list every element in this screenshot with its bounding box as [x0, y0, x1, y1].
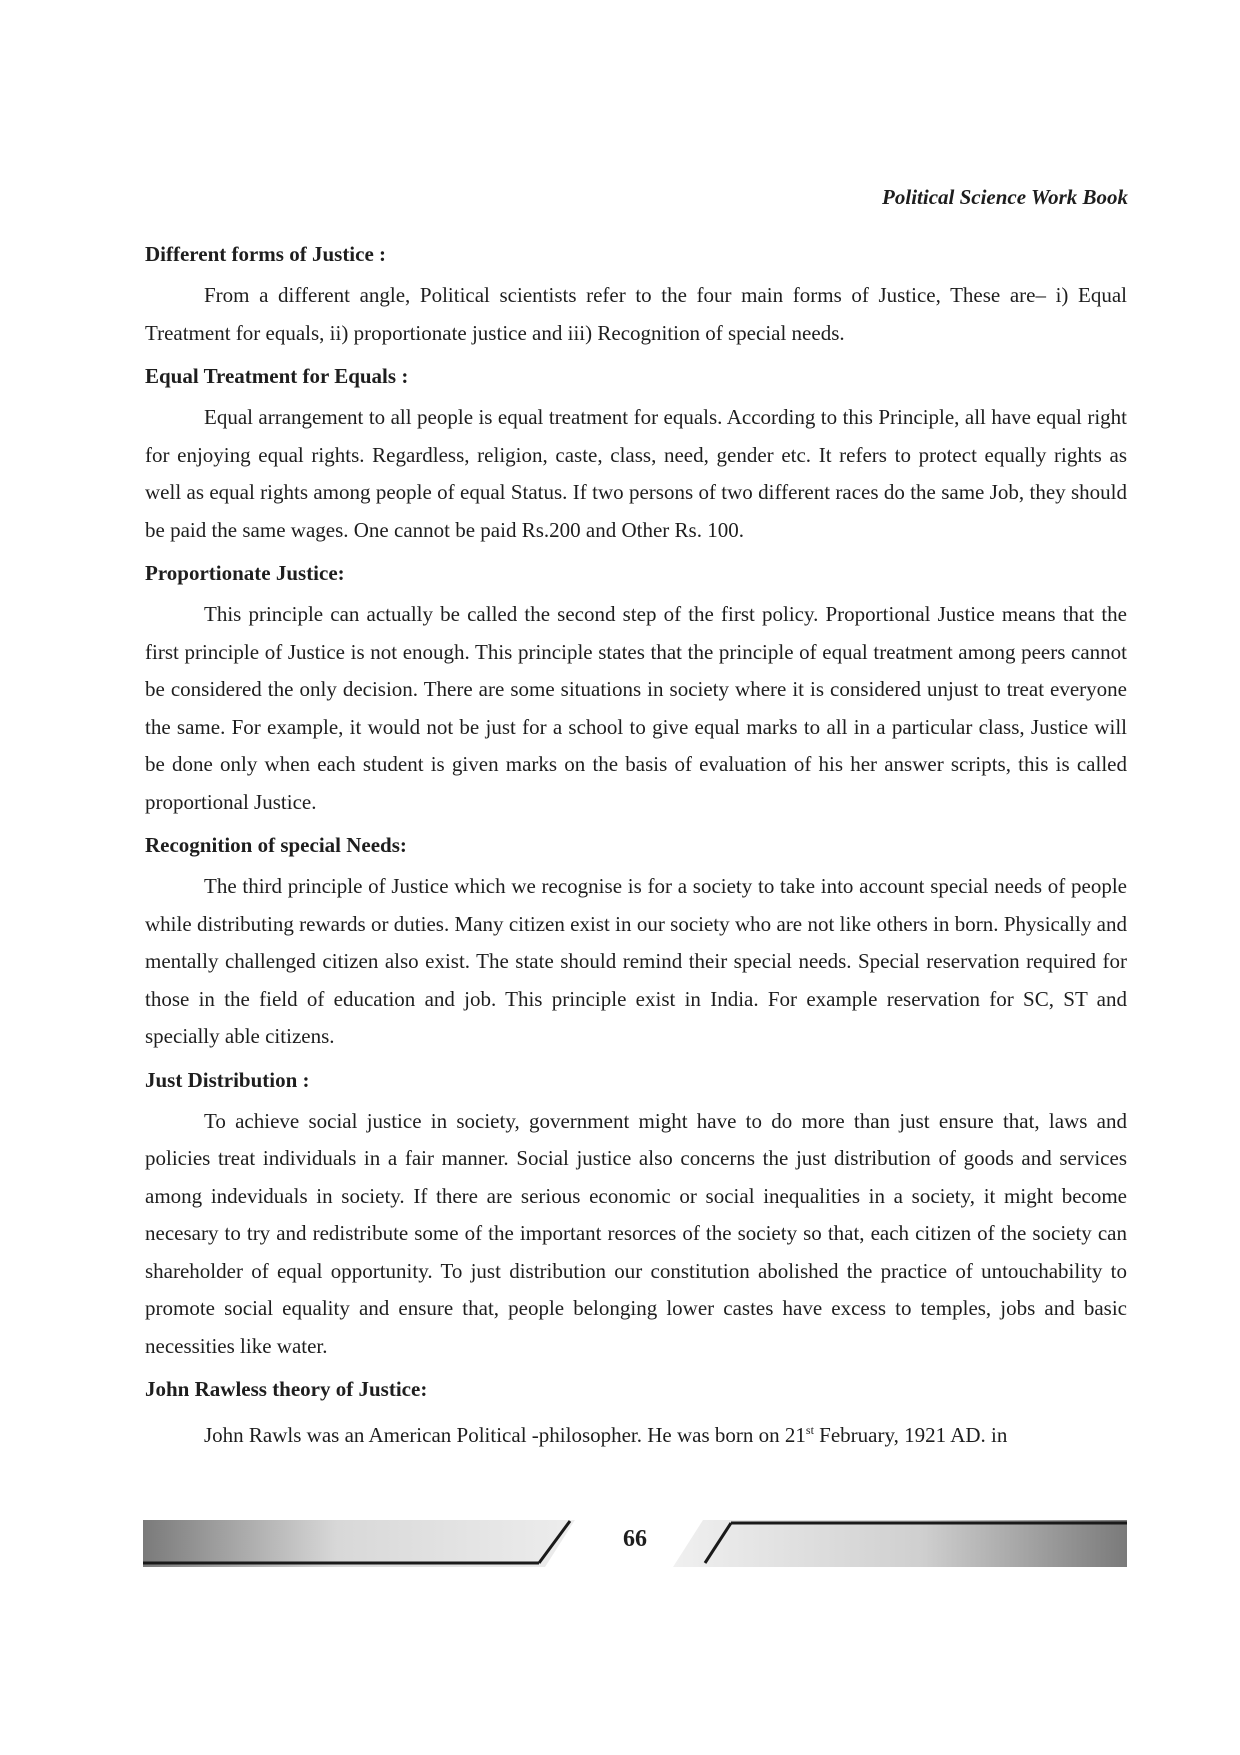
paragraph-text-after-superscript: February, 1921 AD. in — [813, 1423, 1008, 1447]
page-footer — [143, 1518, 1127, 1570]
paragraph-different-forms-of-justice: From a different angle, Political scientists refer to the four main forms of Justice, These are– i) Equal Treatment for equals, ii) proportionate justice and iii) Recognition of special needs. — [145, 283, 1127, 345]
heading-equal-treatment: Equal Treatment for Equals : — [145, 364, 409, 388]
paragraph-text-before-superscript: John Rawls was an American Political -philosopher. He was born on 21 — [204, 1423, 806, 1447]
heading-john-rawls-theory: John Rawless theory of Justice: — [145, 1377, 428, 1401]
superscript-ordinal: st — [805, 1423, 814, 1437]
page-body — [145, 237, 1127, 1462]
paragraph-equal-treatment: Equal arrangement to all people is equal treatment for equals. According to this Principle, all have equal right for enjoying equal rights. Regardless, religion, caste, class, need, gender etc. It refers to protect equally rights as well as equal rights among people of equal Status. If two persons of two different races do the same Job, they should be paid the same wages. One cannot be paid Rs.200 and Other Rs. 100. — [145, 405, 1127, 542]
heading-proportionate-justice: Proportionate Justice: — [145, 561, 345, 585]
paragraph-proportionate-justice: This principle can actually be called the second step of the first policy. Proportional Justice means that the first principle of Justice is not enough. This principle states that the principle of equal treatment among peers cannot be considered the only decision. There are some situations in society where it is considered unjust to treat everyone the same. For example, it would not be just for a school to give equal marks to all in a particular class, Justice will be done only when each student is given marks on the basis of evaluation of his her answer scripts, this is called proportional Justice. — [145, 602, 1127, 814]
heading-just-distribution: Just Distribution : — [145, 1067, 310, 1092]
paragraph-recognition-of-special-needs: The third principle of Justice which we recognise is for a society to take into account special needs of people while distributing rewards or duties. Many citizen exist in our society who are not like others in born. Physically and mentally challenged citizen also exist. The state should remind their special needs. Special reservation required for those in the field of education and job. This principle exist in India. For example reservation for SC, ST and specially able citizens. — [145, 874, 1127, 1048]
paragraph-just-distribution: To achieve social justice in society, government might have to do more than just ensure that, laws and policies treat individuals in a fair manner. Social justice also concerns the just distribution of goods and services among indeviduals in society. If there are serious economic or social inequalities in a society, it might become necesary to try and redistribute some of the important resorces of the society so that, each citizen of the society can shareholder of equal opportunity. To just distribution our constitution abolished the practice of untouchability to promote social equality and ensure that, people belonging lower castes have excess to temples, jobs and basic necessities like water. — [145, 1108, 1127, 1358]
running-header: Political Science Work Book — [882, 185, 1128, 209]
heading-recognition-of-special-needs: Recognition of special Needs: — [145, 833, 407, 857]
paragraph-john-rawls-theory — [145, 1412, 1127, 1455]
page-number: 66 — [623, 1526, 647, 1552]
heading-different-forms-of-justice: Different forms of Justice : — [145, 242, 387, 266]
